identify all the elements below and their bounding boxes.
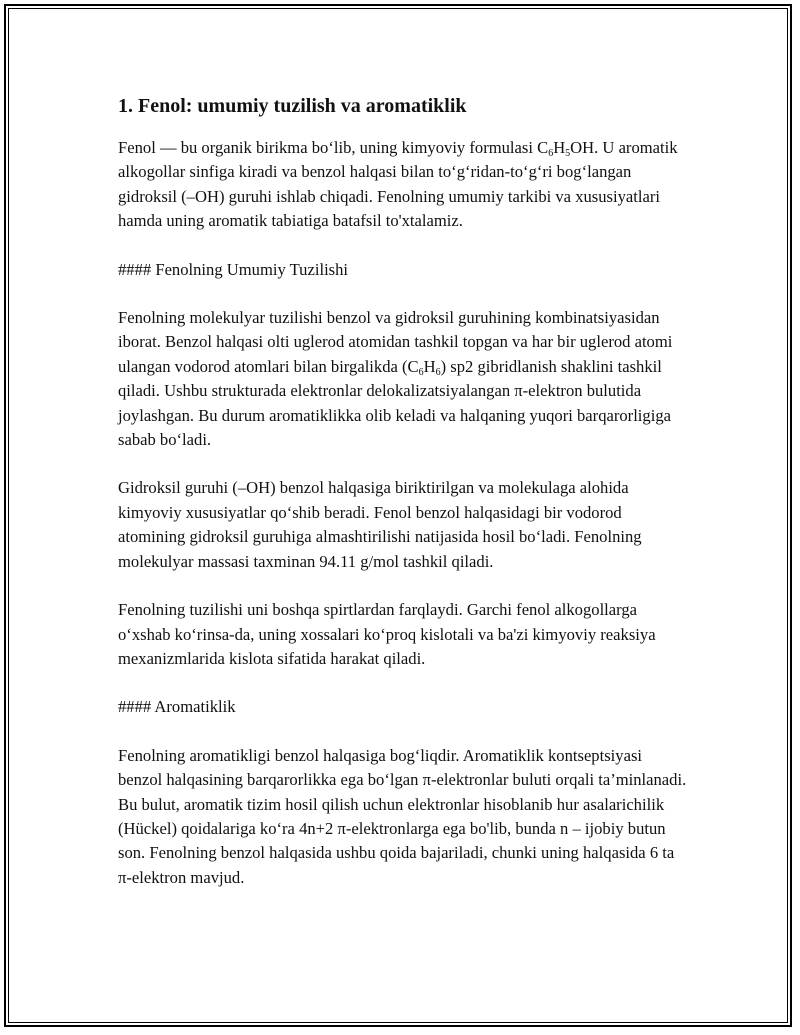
formula-subscript: 6 [435, 366, 441, 378]
paragraph-text-end: ) sp2 gibridlanish shaklini tashkil qiladi. Ushbu strukturada elektronlar delokalizatsiyalangan π-elektron bulutida joylashgan. Bu durum aromatiklikka olib keladi va halqaning yuqori barqarorligiga sabab bo‘ladi. [118, 356, 671, 450]
section-heading-structure: #### Fenolning Umumiy Tuzilishi [118, 259, 349, 279]
formula-subscript: 5 [565, 148, 571, 159]
intro-text-start: Fenol — bu organik birikma bo‘lib, uning kimyoviy formulasi C [118, 138, 549, 157]
structure-paragraph-3: Fenolning tuzilishi uni boshqa spirtlardan farqlaydi. Garchi fenol alkogollarga o‘xshab ko‘rinsa-da, uning xossalari ko‘proq kislotali va ba'zi kimyoviy reaksiya mexanizmlarida kislota sifatida harakat qiladi. [118, 600, 656, 668]
aromaticity-paragraph: Fenolning aromatikligi benzol halqasiga bog‘liqdir. Aromatiklik kontseptsiyasi benzol halqasining barqarorlikka ega bo‘lgan π-elektronlar buluti orqali ta’minlanadi. Bu bulut, aromatik tizim hosil qilish uchun elektronlar hisoblanib hur asalarichilik (Hückel) qoidalariga ko‘ra 4n+2 π-elektronlarga ega bo'lib, bunda n – ijobiy butun son. Fenolning benzol halqasida ushbu qoida bajariladi, chunki uning halqasida 6 ta π-elektron mavjud. [118, 745, 687, 887]
intro-text-end: OH. U aromatik alkogollar sinfiga kiradi va benzol halqasi bilan to‘g‘ridan-to‘g‘ri bog‘langan gidroksil (–OH) guruhi ishlab chiqadi. Fenolning umumiy tarkibi va xususiyatlari hamda uning aromatik tabiatiga batafsil to'xtalamiz. [118, 138, 678, 231]
formula-text: H [423, 356, 436, 376]
paragraph-text-start: Fenolning molekulyar tuzilishi benzol va gidroksil guruhining kombinatsiyasidan iborat. Benzol halqasi olti uglerod atomidan tashkil topgan va har bir uglerod atomi ulangan vodorod atomlari bilan birgalikda (C [118, 308, 673, 376]
structure-paragraph-1 [118, 306, 690, 452]
section-heading-aromaticity: #### Aromatiklik [118, 697, 236, 717]
document-title: 1. Fenol: umumiy tuzilish va aromatiklik [118, 95, 467, 117]
document-body [118, 92, 690, 914]
intro-paragraph [118, 136, 690, 234]
formula-text: H [553, 138, 566, 157]
formula-subscript: 6 [548, 148, 554, 159]
formula-subscript: 6 [418, 366, 424, 378]
structure-paragraph-2: Gidroksil guruhi (–OH) benzol halqasiga biriktirilgan va molekulaga alohida kimyoviy xususiyatlar qo‘shib beradi. Fenol benzol halqasidagi bir vodorod atomining gidroksil guruhiga almashtirilishi natijasida hosil bo‘ladi. Fenolning molekulyar massasi taxminan 94.11 g/mol tashkil qiladi. [118, 478, 642, 571]
